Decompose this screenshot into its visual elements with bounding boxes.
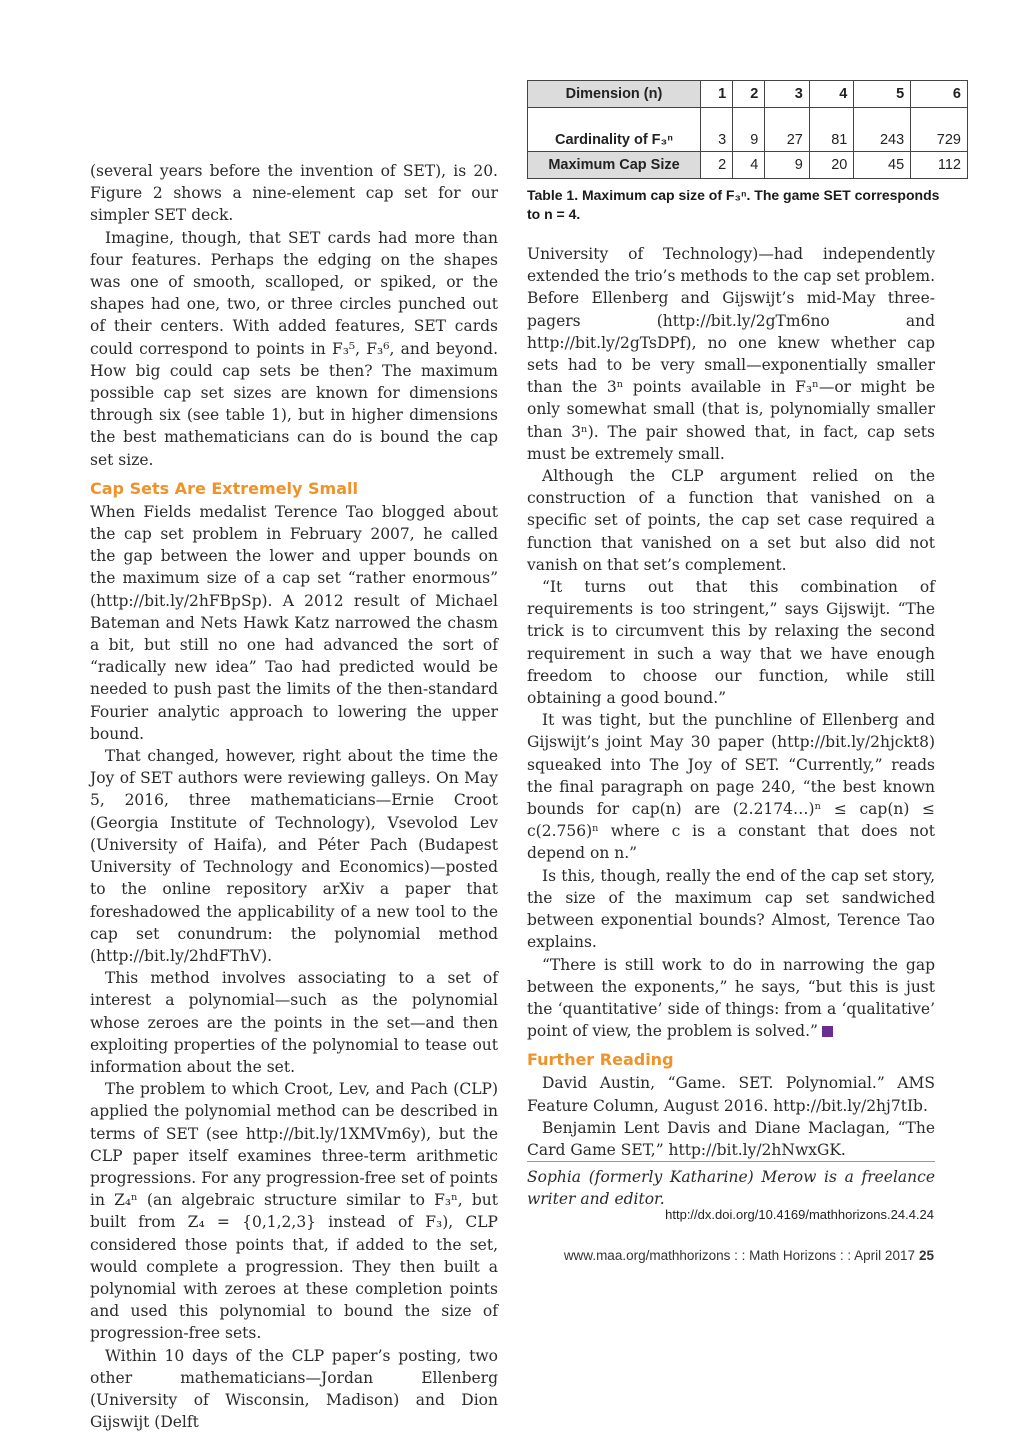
table-cell: 3 (701, 108, 733, 152)
left-column (90, 160, 498, 1433)
table-cell: 243 (854, 108, 911, 152)
table-cell: 20 (809, 152, 854, 179)
paragraph: It was tight, but the punchline of Ellenberg and Gijswijt’s joint May 30 paper (http://bit.ly/2hjckt8) squeaked into The Joy of SET. “Currently,” reads the final paragraph on page 240, “the best known bounds for cap(n) are (2.2174…)ⁿ ≤ cap(n) ≤ c(2.756)ⁿ where c is a constant that does not depend on n.” (527, 711, 935, 863)
table-header-cell: 6 (911, 81, 968, 108)
reference-item: David Austin, “Game. SET. Polynomial.” AMS Feature Column, August 2016. http://bit.ly/2hj7tIb. (527, 1074, 935, 1115)
table-header-row (528, 81, 968, 108)
table-cell: 81 (809, 108, 854, 152)
table-row-label: Cardinality of F₃ⁿ (528, 108, 701, 152)
table-cell: 2 (701, 152, 733, 179)
section-heading: Cap Sets Are Extremely Small (90, 478, 358, 498)
paragraph: Is this, though, really the end of the cap set story, the size of the maximum cap set sandwiched between exponential bounds? Almost, Terence Tao explains. (527, 866, 935, 952)
section-heading: Further Reading (527, 1050, 674, 1070)
table-row (528, 108, 968, 152)
table-header-cell: 2 (733, 81, 765, 108)
paragraph: This method involves associating to a set of interest a polynomial—such as the polynomial whose zeroes are the points in the set—and then exploiting properties of the polynomial to tease out information about the set. (90, 969, 498, 1076)
paragraph: Within 10 days of the CLP paper’s posting, two other mathematicians—Jordan Ellenberg (University of Wisconsin, Madison) and Dion Gijswijt (Delft (90, 1346, 498, 1432)
footer-text: www.maa.org/mathhorizons : : Math Horizons : : April 2017 (563, 1248, 915, 1263)
paragraph: Although the CLP argument relied on the construction of a function that vanished on a specific set of points, the cap set case required a function that vanished on a set but also did not vanish on that set’s complement. (527, 467, 935, 574)
table-header-label: Dimension (n) (528, 81, 701, 108)
table-header-cell: 5 (854, 81, 911, 108)
paragraph (527, 954, 935, 1043)
paragraph: (several years before the invention of SET), is 20. Figure 2 shows a nine-element cap set for our simpler SET deck. (90, 162, 498, 225)
table-cell: 27 (765, 108, 810, 152)
closing-quote-text: “There is still work to do in narrowing the gap between the exponents,” he says, “but this is just the ‘quantitative’ side of things: from a ‘qualitative’ point of view, the problem is solved.” (527, 955, 935, 1041)
table-header-cell: 4 (809, 81, 854, 108)
doi-link[interactable]: http://dx.doi.org/10.4169/mathhorizons.24.4.24 (665, 1207, 934, 1222)
table-cell: 9 (733, 108, 765, 152)
table-cell: 729 (911, 108, 968, 152)
table-cell: 9 (765, 152, 810, 179)
paragraph: The problem to which Croot, Lev, and Pach (CLP) applied the polynomial method can be described in terms of SET (see http://bit.ly/1XMVm6y), but the CLP paper itself examines three-term arithmetic progressions. For any progression-free set of points in Z₄ⁿ (an algebraic structure similar to F₃ⁿ, but built from Z₄ = {0,1,2,3} instead of F₃), CLP considered those points that, if added to the set, would complete a progression. They then built a polynomial with zeroes at these completion points and used this polynomial to bound the size of progression-free sets. (90, 1080, 498, 1343)
table-cell: 45 (854, 152, 911, 179)
right-column (527, 243, 935, 1211)
page-number: 25 (918, 1248, 934, 1263)
table-cell: 112 (911, 152, 968, 179)
table-row-label: Maximum Cap Size (528, 152, 701, 179)
cap-size-table (527, 80, 968, 179)
table-cell: 4 (733, 152, 765, 179)
paragraph: “It turns out that this combination of requirements is too stringent,” says Gijswijt. “The trick is to circumvent this by relaxing the second requirement in such a way that we have enough freedom to choose our function, while still obtaining a good bound.” (527, 578, 935, 708)
table-row (528, 152, 968, 179)
table-caption: Table 1. Maximum cap size of F₃ⁿ. The game SET corresponds to n = 4. (527, 187, 940, 222)
end-of-article-icon (822, 1026, 833, 1037)
author-byline: Sophia (formerly Katharine) Merow is a freelance writer and editor. (527, 1161, 935, 1210)
paragraph: That changed, however, right about the time the Joy of SET authors were reviewing galleys. On May 5, 2016, three mathematicians—Ernie Croot (Georgia Institute of Technology), Vsevolod Lev (University of Haifa), and Péter Pach (Budapest University of Technology and Economics)—posted to the online repository arXiv a paper that foreshadowed the applicability of a new tool to the cap set conundrum: the polynomial method (http://bit.ly/2hdFThV). (90, 747, 498, 965)
paragraph: University of Technology)—had independently extended the trio’s methods to the cap set problem. Before Ellenberg and Gijswijt’s mid-May three-pagers (http://bit.ly/2gTm6no and http://bit.ly/2gTsDPf), no one knew whether cap sets had to be very small—exponentially smaller than the 3ⁿ points available in F₃ⁿ—or might be only somewhat small (that is, polynomially smaller than 3ⁿ). The pair showed that, in fact, cap sets must be extremely small. (527, 245, 935, 463)
table-header-cell: 3 (765, 81, 810, 108)
paragraph: Imagine, though, that SET cards had more than four features. Perhaps the edging on the shapes was one of smooth, scalloped, or spiked, or the shapes had one, two, or three circles punched out of their centers. With added features, SET cards could correspond to points in F₃⁵, F₃⁶, and beyond. How big could cap sets be then? The maximum possible cap set sizes are known for dimensions through six (see table 1), but in higher dimensions the best mathematicians can do is bound the cap set size. (90, 228, 498, 469)
reference-item: Benjamin Lent Davis and Diane Maclagan, “The Card Game SET,” http://bit.ly/2hNwxGK. (527, 1118, 935, 1159)
paragraph: When Fields medalist Terence Tao blogged about the cap set problem in February 2007, he called the gap between the lower and upper bounds on the maximum size of a cap set “rather enormous” (http://bit.ly/2hFBpSp). A 2012 result of Michael Bateman and Nets Hawk Katz narrowed the chasm a bit, but still no one had advanced the sort of “radically new idea” Tao had predicted would be needed to push past the limits of the then-standard Fourier analytic approach to lowering the upper bound. (90, 502, 498, 743)
table-header-cell: 1 (701, 81, 733, 108)
page-footer (564, 1248, 934, 1263)
